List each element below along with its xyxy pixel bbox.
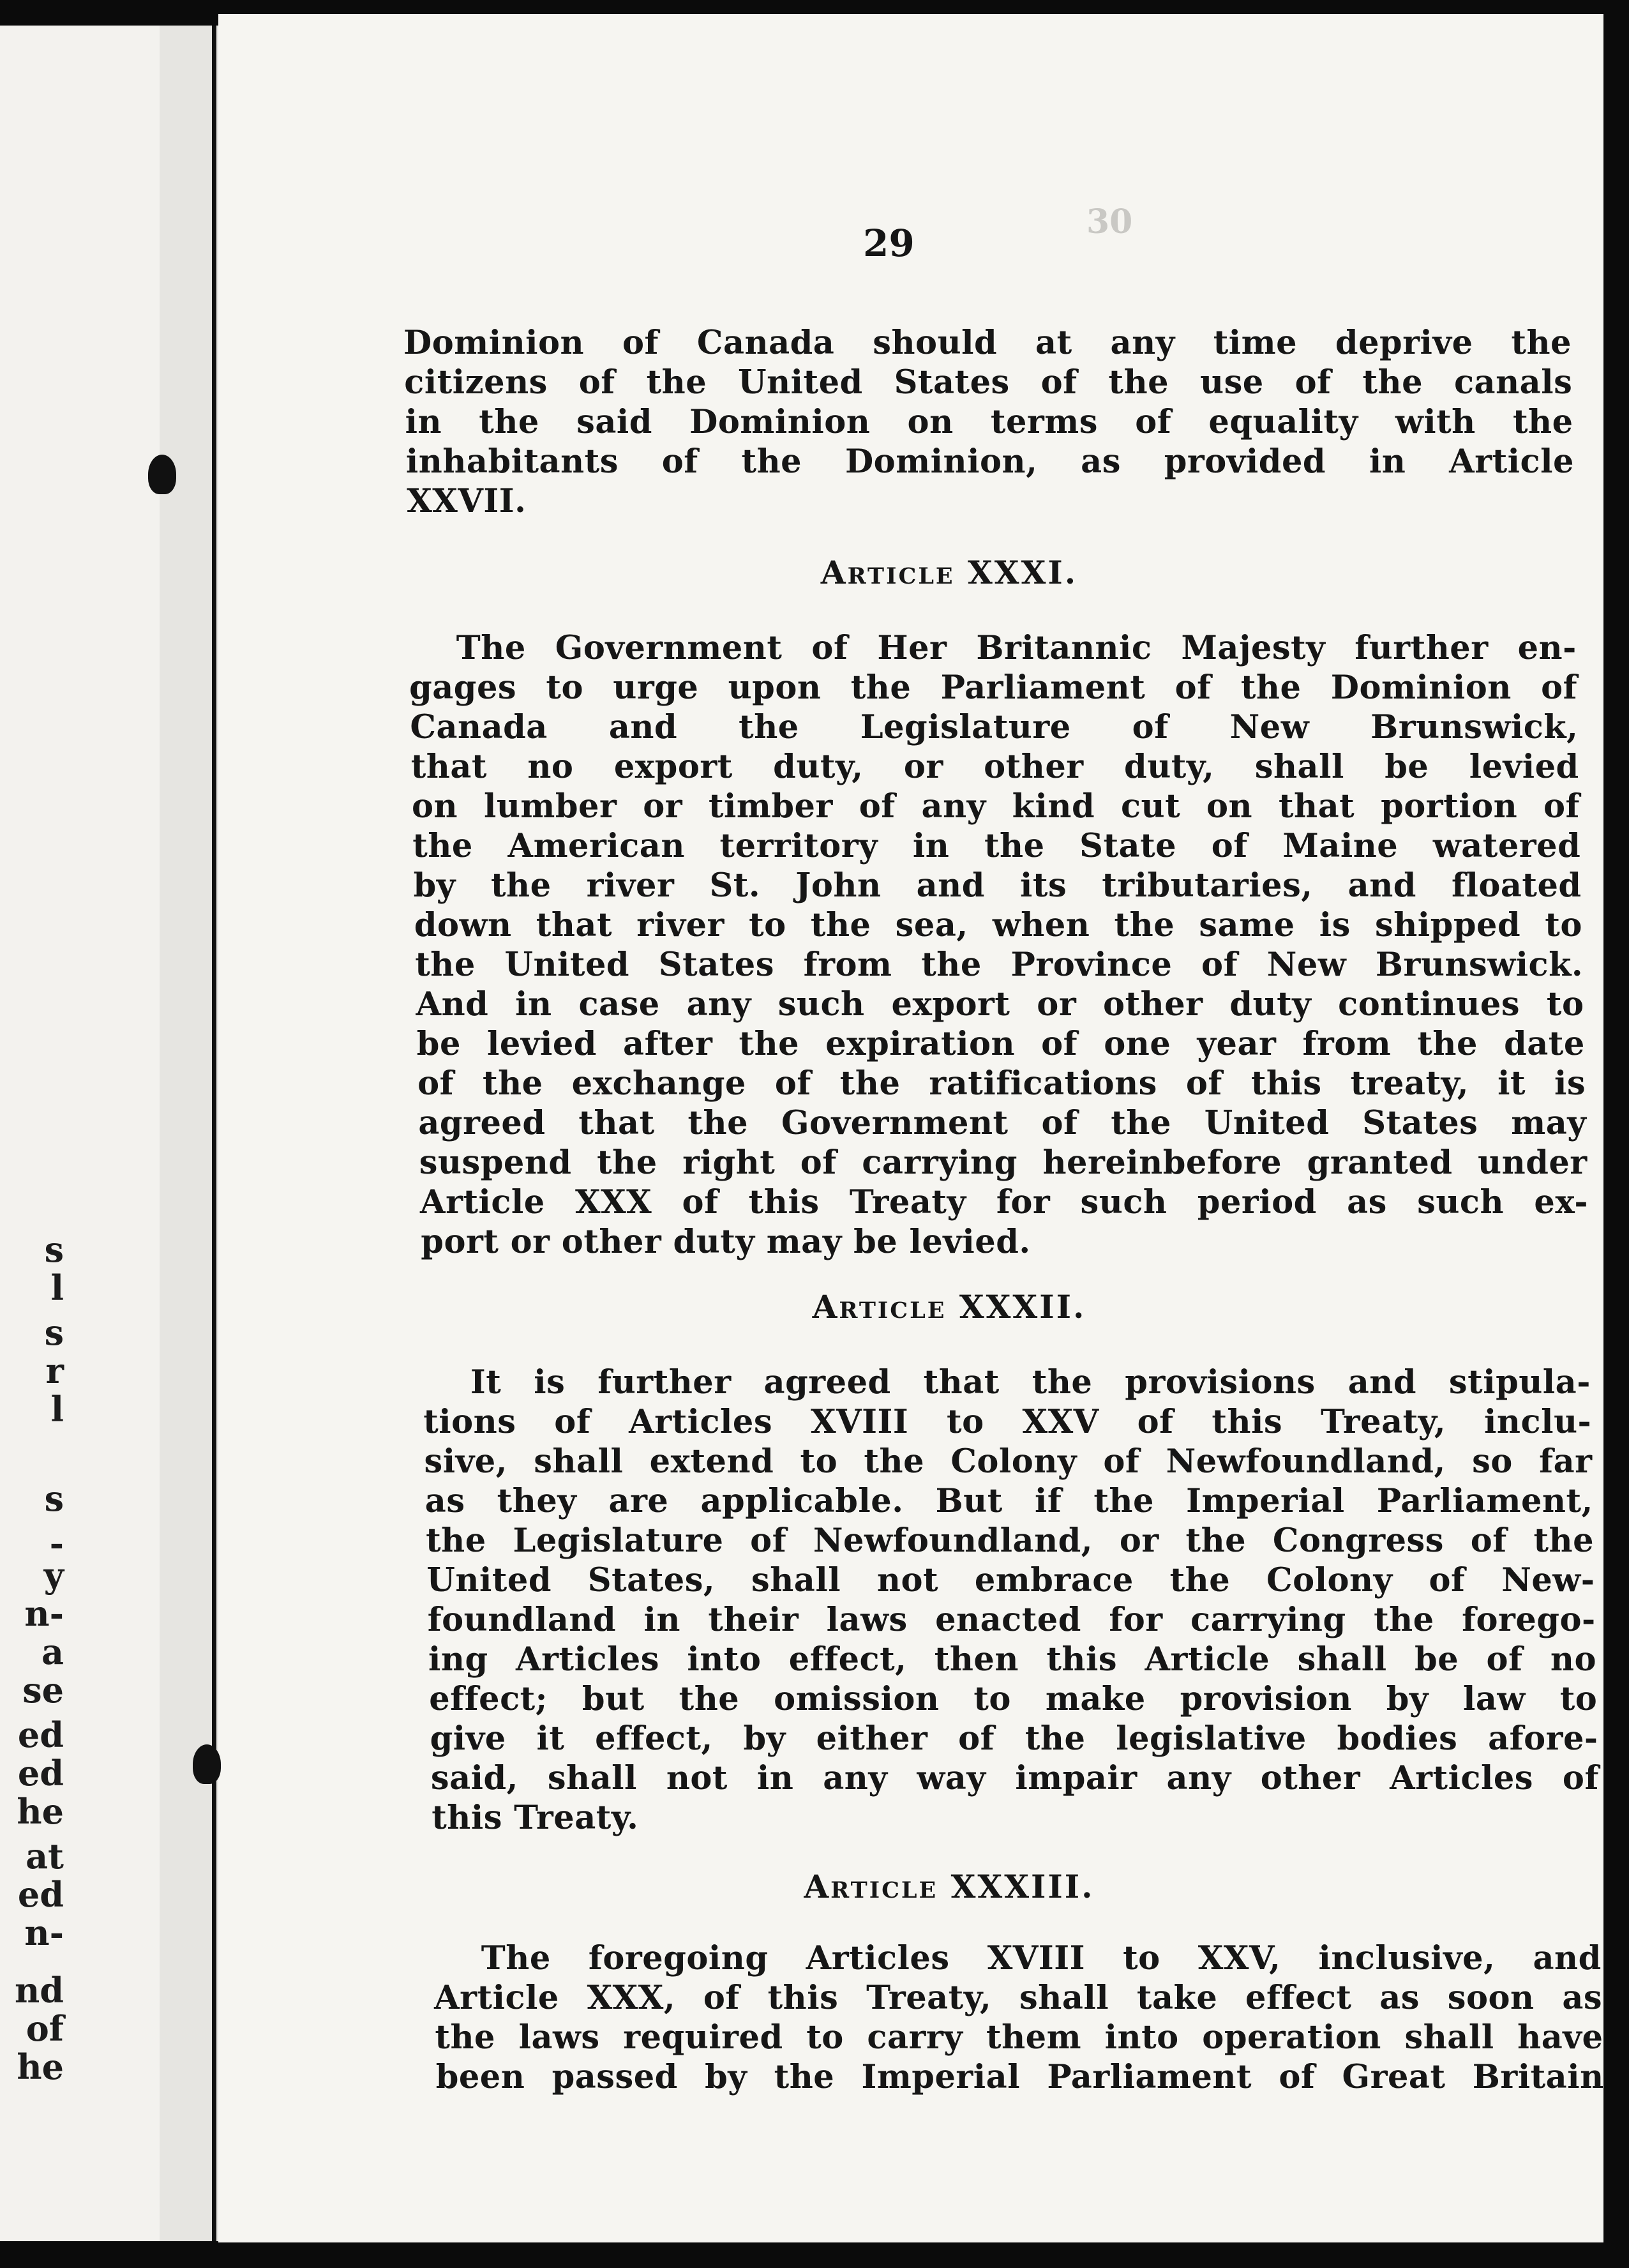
- text-line: agreed that the Government of the United States may: [418, 1104, 1587, 1142]
- previous-page-fragment: s: [44, 1312, 64, 1353]
- previous-page-fragment: se: [22, 1670, 64, 1711]
- text-line: tions of Articles XVIII to XXV of this Treaty, inclu-: [423, 1403, 1592, 1441]
- text-line: as they are applicable. But if the Imperial Parliament,: [424, 1482, 1593, 1520]
- previous-page-fragment: s: [44, 1229, 64, 1270]
- text-line: Article XXX of this Treaty for such period as such ex-: [420, 1183, 1588, 1221]
- previous-page-fragment: y: [43, 1555, 64, 1596]
- text-line: gages to urge upon the Parliament of the Dominion of: [409, 669, 1578, 707]
- previous-page-edge: [0, 26, 160, 2241]
- text-line: in the said Dominion on terms of equality with the: [405, 403, 1573, 441]
- previous-page-fragment: ed: [17, 1714, 64, 1755]
- article-heading: Article XXXI.: [820, 554, 1078, 591]
- text-line: port or other duty may be levied.: [421, 1223, 1031, 1261]
- previous-page-fragment: l: [50, 1389, 64, 1430]
- previous-page-fragment: l: [50, 1267, 64, 1308]
- page-number: 29: [863, 222, 915, 265]
- text-line: the Legislature of Newfoundland, or the Congress of the: [426, 1522, 1595, 1560]
- page-text: [218, 14, 1603, 2242]
- text-line: on lumber or timber of any kind cut on that portion of: [412, 787, 1580, 826]
- bleed-through-page-number: 30: [1086, 202, 1133, 241]
- text-line: of the exchange of the ratifications of this treaty, it is: [417, 1064, 1586, 1103]
- previous-page-fragment: at: [26, 1836, 64, 1877]
- article-heading: Article XXXIII.: [804, 1868, 1095, 1905]
- previous-page-fragment: n-: [24, 1593, 64, 1634]
- book-page: [218, 14, 1603, 2242]
- fold-line: [212, 26, 216, 2241]
- text-line: down that river to the sea, when the same is shipped to: [414, 906, 1582, 944]
- previous-page-fragment: he: [17, 1791, 64, 1832]
- previous-page-fragment: nd: [14, 1970, 64, 2011]
- previous-page-fragment: s: [44, 1478, 64, 1519]
- previous-page-fragment: he: [17, 2046, 64, 2087]
- text-line: Article XXX, of this Treaty, shall take effect as soon as: [434, 1979, 1603, 2017]
- text-line: And in case any such export or other duty continues to: [416, 985, 1584, 1024]
- previous-page-fragment: ed: [17, 1874, 64, 1915]
- text-line: Dominion of Canada should at any time deprive the: [403, 324, 1572, 362]
- binding-ornament-bottom: [193, 1744, 221, 1784]
- text-line: The Government of Her Britannic Majesty further en-: [456, 629, 1577, 667]
- text-line: foundland in their laws enacted for carrying the forego-: [427, 1601, 1596, 1639]
- text-line: It is further agreed that the provisions and stipula-: [470, 1363, 1591, 1402]
- binding-ornament-top: [148, 455, 176, 494]
- text-line: been passed by the Imperial Parliament of Great Britain: [435, 2058, 1604, 2096]
- previous-page-fragment: of: [26, 2008, 64, 2049]
- text-line: citizens of the United States of the use of the canals: [404, 363, 1573, 402]
- text-line: Canada and the Legislature of New Brunswick,: [410, 708, 1579, 746]
- previous-page-fragment: r: [45, 1350, 64, 1391]
- text-line: The foregoing Articles XVIII to XXV, inclusive, and: [481, 1939, 1602, 1977]
- article-heading: Article XXXII.: [812, 1288, 1086, 1326]
- text-line: effect; but the omission to make provision by law to: [429, 1680, 1598, 1718]
- text-line: inhabitants of the Dominion, as provided in Article: [405, 442, 1574, 481]
- text-line: ing Articles into effect, then this Article shall be of no: [428, 1640, 1596, 1679]
- text-line: by the river St. John and its tributaries, and floated: [413, 866, 1582, 905]
- text-line: suspend the right of carrying hereinbefore granted under: [419, 1144, 1588, 1182]
- text-line: sive, shall extend to the Colony of Newfoundland, so far: [424, 1442, 1593, 1481]
- text-line: be levied after the expiration of one year from the date: [416, 1025, 1585, 1063]
- text-line: the United States from the Province of New Brunswick.: [415, 946, 1584, 984]
- text-line: that no export duty, or other duty, shall be levied: [410, 748, 1579, 786]
- text-line: the laws required to carry them into operation shall have: [435, 2018, 1603, 2057]
- text-line: said, shall not in any way impair any other Articles of: [430, 1759, 1599, 1797]
- previous-page-fragment: ed: [17, 1753, 64, 1794]
- text-line: United States, shall not embrace the Colony of New-: [426, 1561, 1595, 1599]
- previous-page-fragment: a: [41, 1631, 64, 1672]
- text-line: the American territory in the State of Maine watered: [412, 827, 1581, 865]
- text-line: give it effect, by either of the legislative bodies afore-: [430, 1720, 1598, 1758]
- text-line: this Treaty.: [432, 1799, 639, 1837]
- text-line: XXVII.: [407, 482, 527, 520]
- previous-page-fragment: -: [49, 1523, 64, 1564]
- binding-gutter: [160, 26, 218, 2241]
- previous-page-fragment: n-: [24, 1912, 64, 1953]
